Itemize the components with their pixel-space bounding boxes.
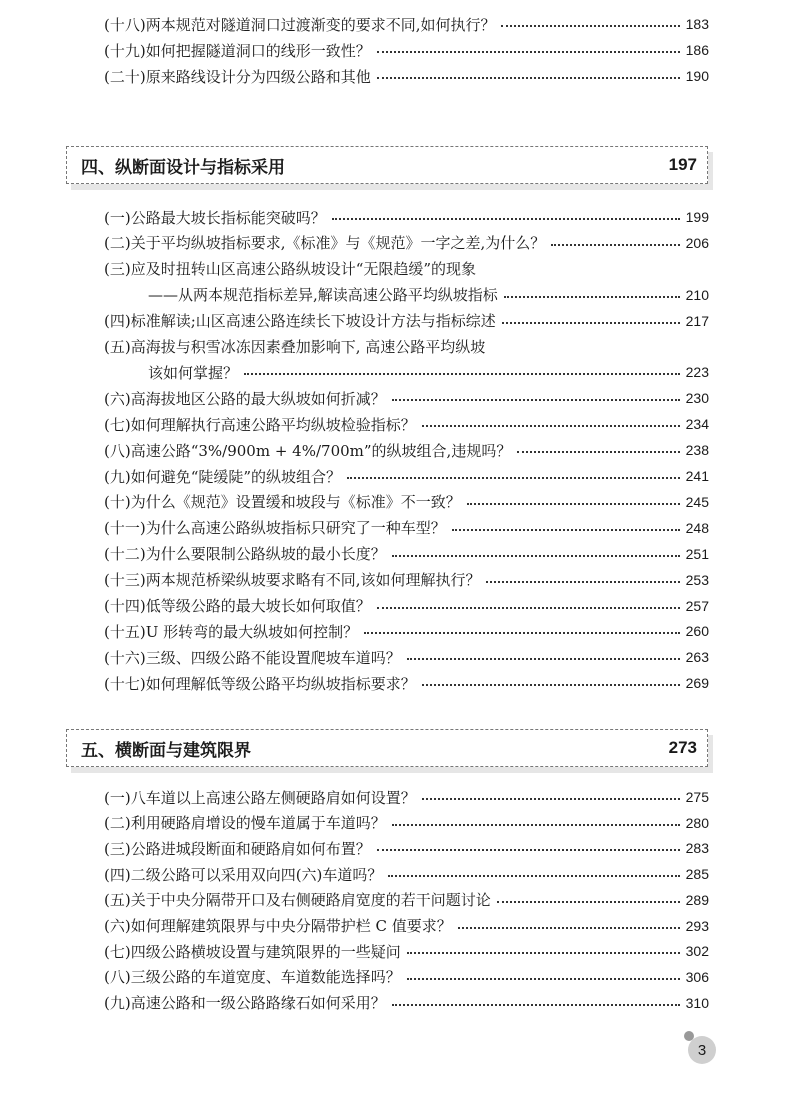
entry-page: 217 [685,312,709,329]
entry-title: (四)标准解读;山区高速公路连续长下坡设计方法与指标综述 [104,312,496,331]
entry-page: 190 [685,68,709,84]
toc-entry[interactable] [104,888,709,912]
toc-entry[interactable] [104,594,709,618]
entry-page: 183 [685,16,709,32]
leader-dots [452,529,680,531]
toc-entry[interactable] [104,542,709,566]
toc-entry[interactable] [104,257,709,281]
entry-page: 223 [685,364,709,381]
entry-title: (七)如何理解执行高速公路平均纵坡检验指标？ [104,415,416,434]
entry-title: (十九)如何把握隧道洞口的线形一致性？ [104,41,371,60]
entry-title: (十四)低等级公路的最大坡长如何取值？ [104,597,371,615]
entry-page: 293 [685,917,709,934]
leader-dots [392,1004,680,1006]
entry-title: (十七)如何理解低等级公路平均纵坡指标要求？ [104,674,416,693]
toc-entry[interactable] [104,64,709,88]
page-number: 3 [688,1036,716,1064]
toc-entry[interactable] [104,412,709,436]
toc-entry[interactable] [104,386,709,410]
entry-page: 260 [685,623,709,640]
entry-page: 302 [685,943,709,960]
entry-title: (八)三级公路的车道宽度、车道数能选择吗？ [104,968,401,987]
entry-page: 263 [685,649,709,666]
entry-page: 210 [685,286,709,303]
leader-dots [551,244,679,246]
leader-dots [377,607,680,609]
toc-entry[interactable] [104,836,709,860]
toc-entry[interactable] [104,619,709,643]
entry-title: (九)如何避免“陡缓陡”的纵坡组合？ [104,467,342,486]
entry-page: 283 [685,840,709,857]
leader-dots [377,51,680,53]
entry-title: (十五)U 形转弯的最大纵坡如何控制？ [104,622,359,641]
entry-title: (二)利用硬路肩增设的慢车道属于车道吗？ [104,814,386,833]
toc-entry[interactable] [104,335,709,359]
entry-page: 280 [685,814,709,831]
leader-dots [407,952,680,954]
leader-dots [407,658,680,660]
leader-dots [377,849,680,851]
entry-page: 230 [685,390,709,407]
toc-entry[interactable] [104,965,709,989]
leader-dots [497,901,680,903]
entry-title: (十八)两本规范对隧道洞口过渡渐变的要求不同,如何执行？ [104,15,496,34]
toc-entry[interactable] [104,811,709,835]
entry-title: (六)如何理解建筑限界与中央分隔带护栏 C 值要求？ [104,917,452,935]
leader-dots [422,684,680,686]
section-page: 273 [668,738,697,757]
entry-title: (十三)两本规范桥梁纵坡要求略有不同,该如何理解执行？ [104,571,481,590]
entry-page: 206 [685,234,709,251]
leader-dots [244,373,680,375]
entry-page: 251 [685,545,709,562]
entry-title: (四)二级公路可以采用双向四(六)车道吗？ [104,865,383,884]
leader-dots [392,399,680,401]
toc-entry[interactable] [104,309,709,333]
leader-dots [517,451,679,453]
entry-title: (三)应及时扭转山区高速公路纵坡设计“无限趋缓”的现象 [104,260,477,279]
entry-title: (一)八车道以上高速公路左侧硬路肩如何设置？ [104,788,416,807]
leader-dots [364,632,680,634]
leader-dots [392,824,680,826]
entry-page: 275 [685,789,709,805]
entry-title: (七)四级公路横坡设置与建筑限界的一些疑问 [104,942,401,961]
section-header-5[interactable] [66,729,708,767]
entry-title: (五)关于中央分隔带开口及右侧硬路肩宽度的若干问题讨论 [104,891,491,910]
leader-dots [504,296,680,298]
entry-page: 306 [685,968,709,985]
toc-entry[interactable] [104,862,709,886]
leader-dots [422,425,680,427]
entry-page: 238 [685,442,709,459]
toc-entry[interactable] [148,360,709,384]
leader-dots [502,322,680,324]
section-title: 五、横断面与建筑限界 [81,740,251,760]
leader-dots [392,555,680,557]
entry-page: 285 [685,866,709,883]
toc-entry[interactable] [104,939,709,963]
entry-page: 245 [685,493,709,510]
entry-title: (三)公路进城段断面和硬路肩如何布置？ [104,839,371,858]
leader-dots [347,477,680,479]
toc-entry[interactable] [104,12,709,36]
entry-title: ——从两本规范指标差异,解读高速公路平均纵坡指标 [148,286,498,305]
entry-title: (二)关于平均纵坡指标要求,《标准》与《规范》一字之差,为什么？ [104,234,546,253]
entry-title: (九)高速公路和一级公路路缘石如何采用？ [104,994,386,1013]
toc-entry[interactable] [104,38,709,62]
entry-page: 241 [685,468,709,484]
toc-entry[interactable] [104,464,709,488]
leader-dots [467,503,680,505]
entry-page: 257 [685,597,709,614]
toc-entry[interactable] [104,914,709,938]
entry-title: (十一)为什么高速公路纵坡指标只研究了一种车型？ [104,519,446,538]
entry-title: (十二)为什么要限制公路纵坡的最小长度？ [104,545,386,564]
toc-entry[interactable] [104,231,709,255]
section-page: 197 [668,155,697,174]
leader-dots [458,927,680,929]
leader-dots [486,581,679,583]
toc-entry[interactable] [148,283,709,307]
toc-entry[interactable] [104,490,709,514]
leader-dots [388,875,679,877]
section-title: 四、纵断面设计与指标采用 [81,157,285,177]
toc-entry[interactable] [104,205,709,229]
leader-dots [377,77,680,79]
entry-title: (六)高海拔地区公路的最大纵坡如何折减？ [104,389,386,408]
entry-page: 199 [685,209,709,225]
section-header-4[interactable] [66,146,708,184]
leader-dots [332,218,680,220]
toc-entry[interactable] [104,785,709,809]
entry-title: 该如何掌握？ [148,363,239,382]
entry-title: (八)高速公路“3%/900m + 4%/700m”的纵坡组合,违规吗？ [104,441,512,460]
entry-page: 289 [685,891,709,908]
toc-entry[interactable] [104,671,709,695]
leader-dots [422,798,680,800]
entry-page: 310 [685,994,709,1011]
entry-page: 186 [685,42,709,58]
leader-dots [407,978,680,980]
entry-title: (五)高海拔与积雪冰冻因素叠加影响下, 高速公路平均纵坡 [104,338,486,356]
entry-page: 269 [685,675,709,692]
entry-title: (二十)原来路线设计分为四级公路和其他 [104,67,371,86]
toc-entry[interactable] [104,438,709,462]
entry-title: (十六)三级、四级公路不能设置爬坡车道吗？ [104,648,401,667]
toc-entry[interactable] [104,645,709,669]
entry-page: 248 [685,519,709,536]
entry-page: 253 [685,571,709,588]
toc-entry[interactable] [104,991,709,1015]
entry-page: 234 [685,416,709,433]
toc-entry[interactable] [104,516,709,540]
leader-dots [501,25,679,27]
toc-entry[interactable] [104,568,709,592]
entry-title: (一)公路最大坡长指标能突破吗？ [104,208,326,227]
entry-title: (十)为什么《规范》设置缓和坡段与《标准》不一致？ [104,493,461,512]
